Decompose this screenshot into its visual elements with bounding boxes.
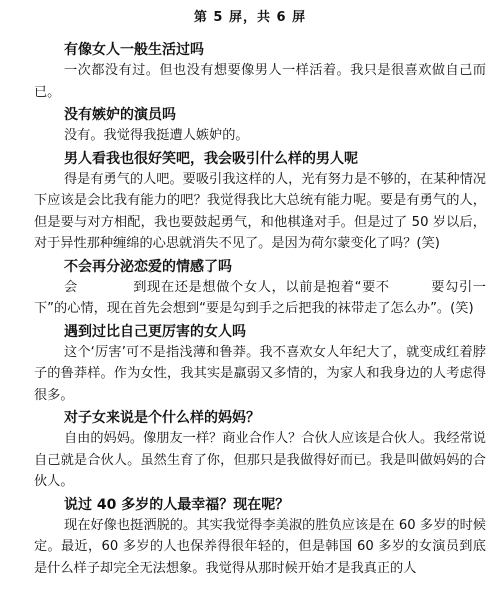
question-heading: 有像女人一般生活过吗 xyxy=(64,42,204,58)
interview-content xyxy=(34,40,486,581)
question-heading: 对子女来说是个什么样的妈妈？ xyxy=(64,410,260,426)
answer-paragraph: 这个‘厉害’可不是指浅薄和鲁莽。我不喜欢女人年纪大了，就变成红着脖子的鲁莽样。作为女性，我其实是羸弱又多情的，为家人和我身边的人考虑得很多。 xyxy=(34,344,486,403)
question-heading: 男人看我也很好笑吧，我会吸引什么样的男人呢 xyxy=(64,150,358,167)
question-heading: 不会再分泌恋爱的情感了吗 xyxy=(64,258,232,275)
answer-paragraph: 没有。我觉得我挺遭人嫉妒的。 xyxy=(64,128,249,143)
question-heading: 遇到过比自己更厉害的女人吗 xyxy=(64,323,246,340)
answer-paragraph: 会 到现在还是想做个女人，以前是抱着“要不 要勾引一下”的心情，现在首先会想到“要是勾到手之后把我的袜带走了怎么办”。(笑) xyxy=(34,279,486,316)
question-heading: 说过 40 多岁的人最幸福？现在呢？ xyxy=(64,496,290,513)
answer-paragraph: 一次都没有过。但也没有想要像男人一样活着。我只是很喜欢做自己而已。 xyxy=(34,63,486,100)
question-heading: 没有嫉妒的演员吗 xyxy=(64,107,176,123)
answer-paragraph: 得是有勇气的人吧。要吸引我这样的人，光有努力是不够的，在某种情况下应该是会比我有能力的吧？我觉得我比大总统有能力呢。要是有勇气的人，但是要与对方相配，我也要鼓起勇气，和他棋逢对手。但是过了 50 岁以后，对于异性那种缠绵的心思就消失不见了。是因为荷尔蒙变化了吗？(笑) xyxy=(34,171,486,251)
answer-paragraph: 现在好像也挺洒脱的。其实我觉得李美淑的胜负应该是在 60 多岁的时候定。最近，60 多岁的人也保养得很年轻的，但是韩国 60 多岁的女演员到底是什么样子却完全无法想象。我觉得从那时候开始才是我真正的人 xyxy=(34,517,486,576)
page-header: 第 5 屏，共 6 屏 xyxy=(193,10,307,25)
answer-paragraph: 自由的妈妈。像朋友一样？商业合作人？合伙人应该是合伙人。我经常说自己就是合伙人。虽然生育了你，但那只是我做得好而已。我是叫做妈妈的合伙人。 xyxy=(34,431,486,489)
